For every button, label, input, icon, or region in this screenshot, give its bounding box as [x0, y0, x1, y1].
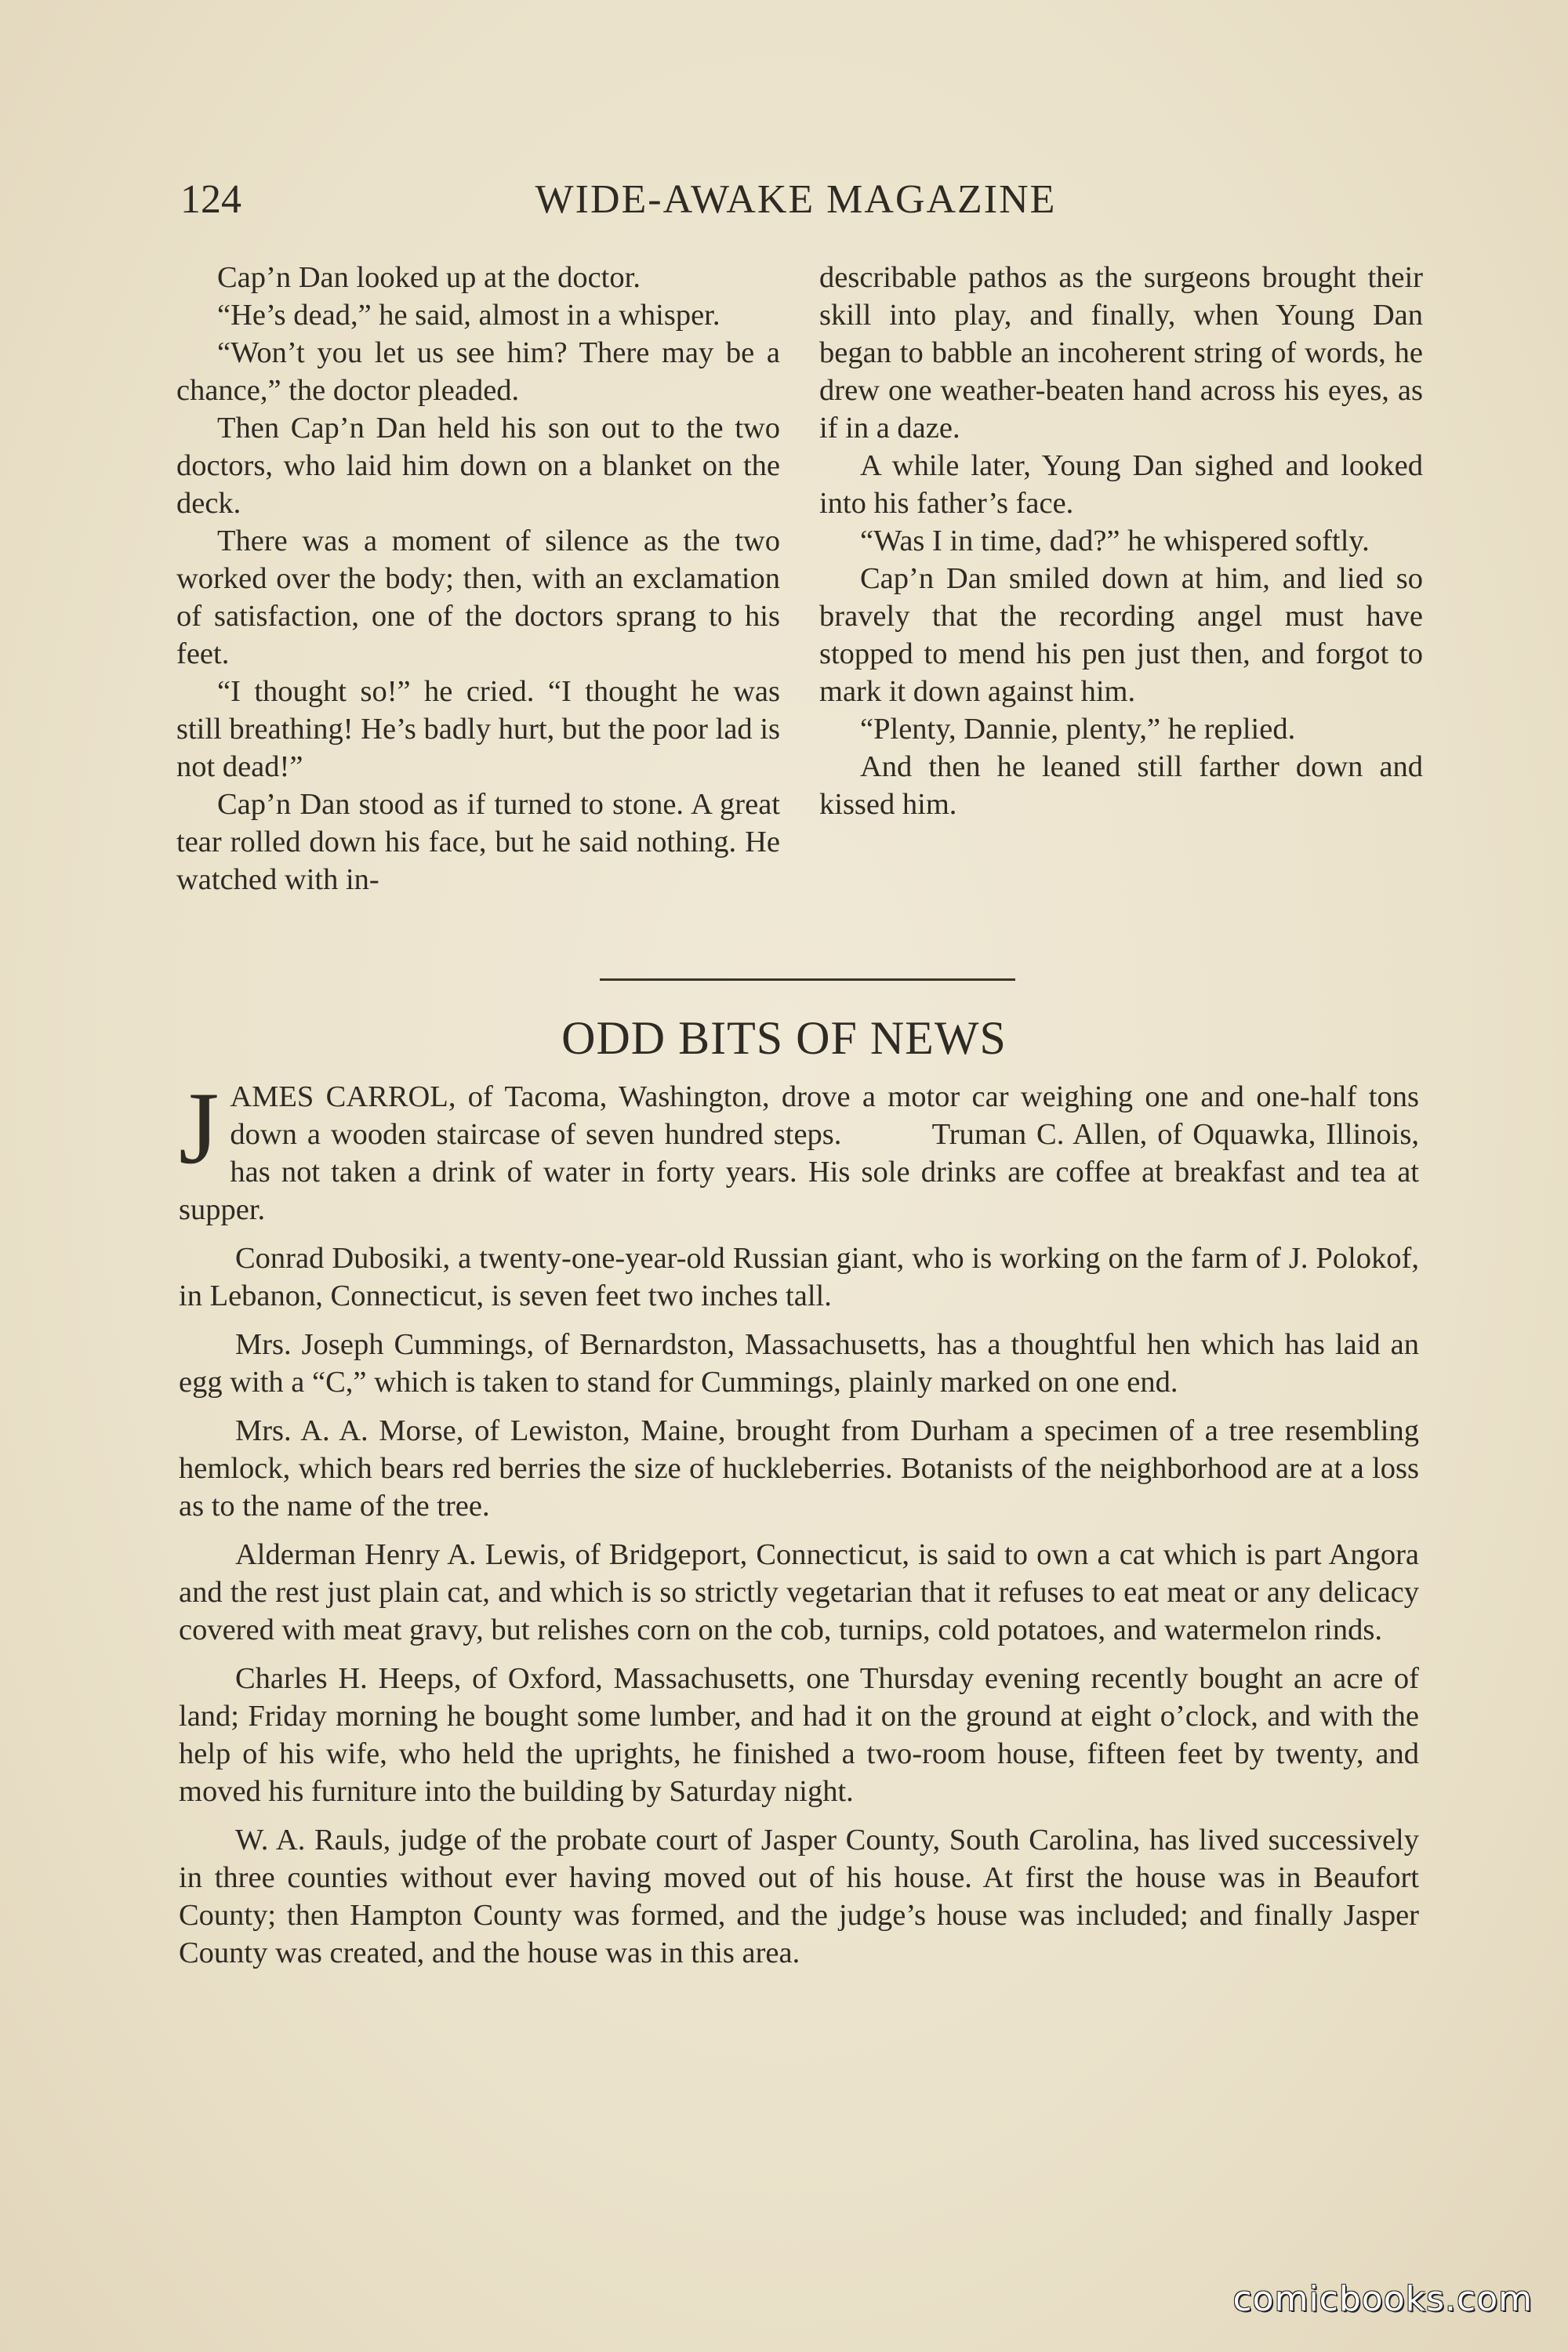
story-paragraph: “He’s dead,” he said, almost in a whisper. [217, 299, 720, 332]
story-paragraph: “I thought so!” he cried. “I thought he was still breathing! He’s badly hurt, but the poor lad is not dead!” [176, 675, 780, 783]
story-paragraph: And then he leaned still farther down and kissed him. [819, 750, 1423, 821]
story-columns [176, 259, 1423, 941]
story-paragraph-continuation: describable pathos as the surgeons brought their skill into play, and finally, when Young Dan began to babble an incoherent string of words, he drew one weather-beaten hand across his eyes, as if in a daze. [819, 261, 1423, 445]
story-paragraph: Cap’n Dan stood as if turned to stone. A great tear rolled down his face, but he said nothing. He watched with in- [176, 788, 780, 896]
running-title: WIDE-AWAKE MAGAZINE [535, 177, 1057, 222]
drop-cap: J [179, 1070, 220, 1185]
news-section-title: ODD BITS OF NEWS [561, 1012, 1007, 1064]
section-divider [600, 978, 1015, 981]
page-header [180, 176, 1411, 231]
news-item [179, 1070, 1419, 1229]
story-paragraph: A while later, Young Dan sighed and looked into his father’s face. [819, 449, 1423, 520]
story-paragraph: There was a moment of silence as the two worked over the body; then, with an exclamation of satisfaction, one of the doctors sprang to his feet. [176, 524, 780, 670]
news-section [179, 1070, 1419, 1983]
news-item: Alderman Henry A. Lewis, of Bridgeport, Connecticut, is said to own a cat which is part Angora and the rest just plain cat, and which is so strictly vegetarian that it refuses to eat meat or any delicacy covered with meat gravy, but relishes corn on the cob, turnips, cold potatoes, and watermelon rinds. [179, 1538, 1419, 1646]
news-item: W. A. Rauls, judge of the probate court of Jasper County, South Carolina, has lived successively in three counties without ever having moved out of his house. At first the house was in Beaufort County; then Hampton County was formed, and the judge’s house was included; and finally Jasper County was created, and the house was in this area. [179, 1824, 1419, 1969]
story-paragraph: “Won’t you let us see him? There may be a chance,” the doctor pleaded. [176, 336, 780, 407]
story-right-column [819, 259, 1423, 823]
story-paragraph: Cap’n Dan looked up at the doctor. [217, 261, 641, 294]
page-number: 124 [180, 177, 241, 222]
news-item: Conrad Dubosiki, a twenty-one-year-old Russian giant, who is working on the farm of J. Polokof, in Lebanon, Connecticut, is seven feet two inches tall. [179, 1242, 1419, 1312]
story-paragraph: Then Cap’n Dan held his son out to the two doctors, who laid him down on a blanket on the deck. [176, 412, 780, 520]
story-paragraph: “Was I in time, dad?” he whispered softly. [860, 524, 1370, 557]
news-item: Mrs. A. A. Morse, of Lewiston, Maine, brought from Durham a specimen of a tree resembling hemlock, which bears red berries the size of huckleberries. Botanists of the neighborhood are at a loss as to the name of the tree. [179, 1414, 1419, 1523]
story-paragraph: “Plenty, Dannie, plenty,” he replied. [860, 713, 1296, 746]
news-item-text: Truman C. Allen, of Oquawka, Illinois, has not taken a drink of water in forty years. His sole drinks are coffee at breakfast and tea at supper. [179, 1118, 1419, 1226]
news-item-text: AMES CARROL, of Tacoma, Washington, drove a motor car weighing one and one-half tons down a wooden staircase of seven hundred steps. [230, 1080, 1419, 1151]
news-item: Charles H. Heeps, of Oxford, Massachusetts, one Thursday evening recently bought an acre of land; Friday morning he bought some lumber, and had it on the ground at eight o’clock, and with the help of his wife, who held the uprights, he finished a two-room house, fifteen feet by twenty, and moved his furniture into the building by Saturday night. [179, 1662, 1419, 1808]
story-paragraph: Cap’n Dan smiled down at him, and lied so bravely that the recording angel must have stopped to mend his pen just then, and forgot to mark it down against him. [819, 562, 1423, 708]
news-item: Mrs. Joseph Cummings, of Bernardston, Massachusetts, has a thoughtful hen which has laid an egg with a “C,” which is taken to stand for Cummings, plainly marked on one end. [179, 1328, 1419, 1399]
story-left-column [176, 259, 780, 898]
site-watermark: comicbooks.com [1232, 2279, 1533, 2319]
